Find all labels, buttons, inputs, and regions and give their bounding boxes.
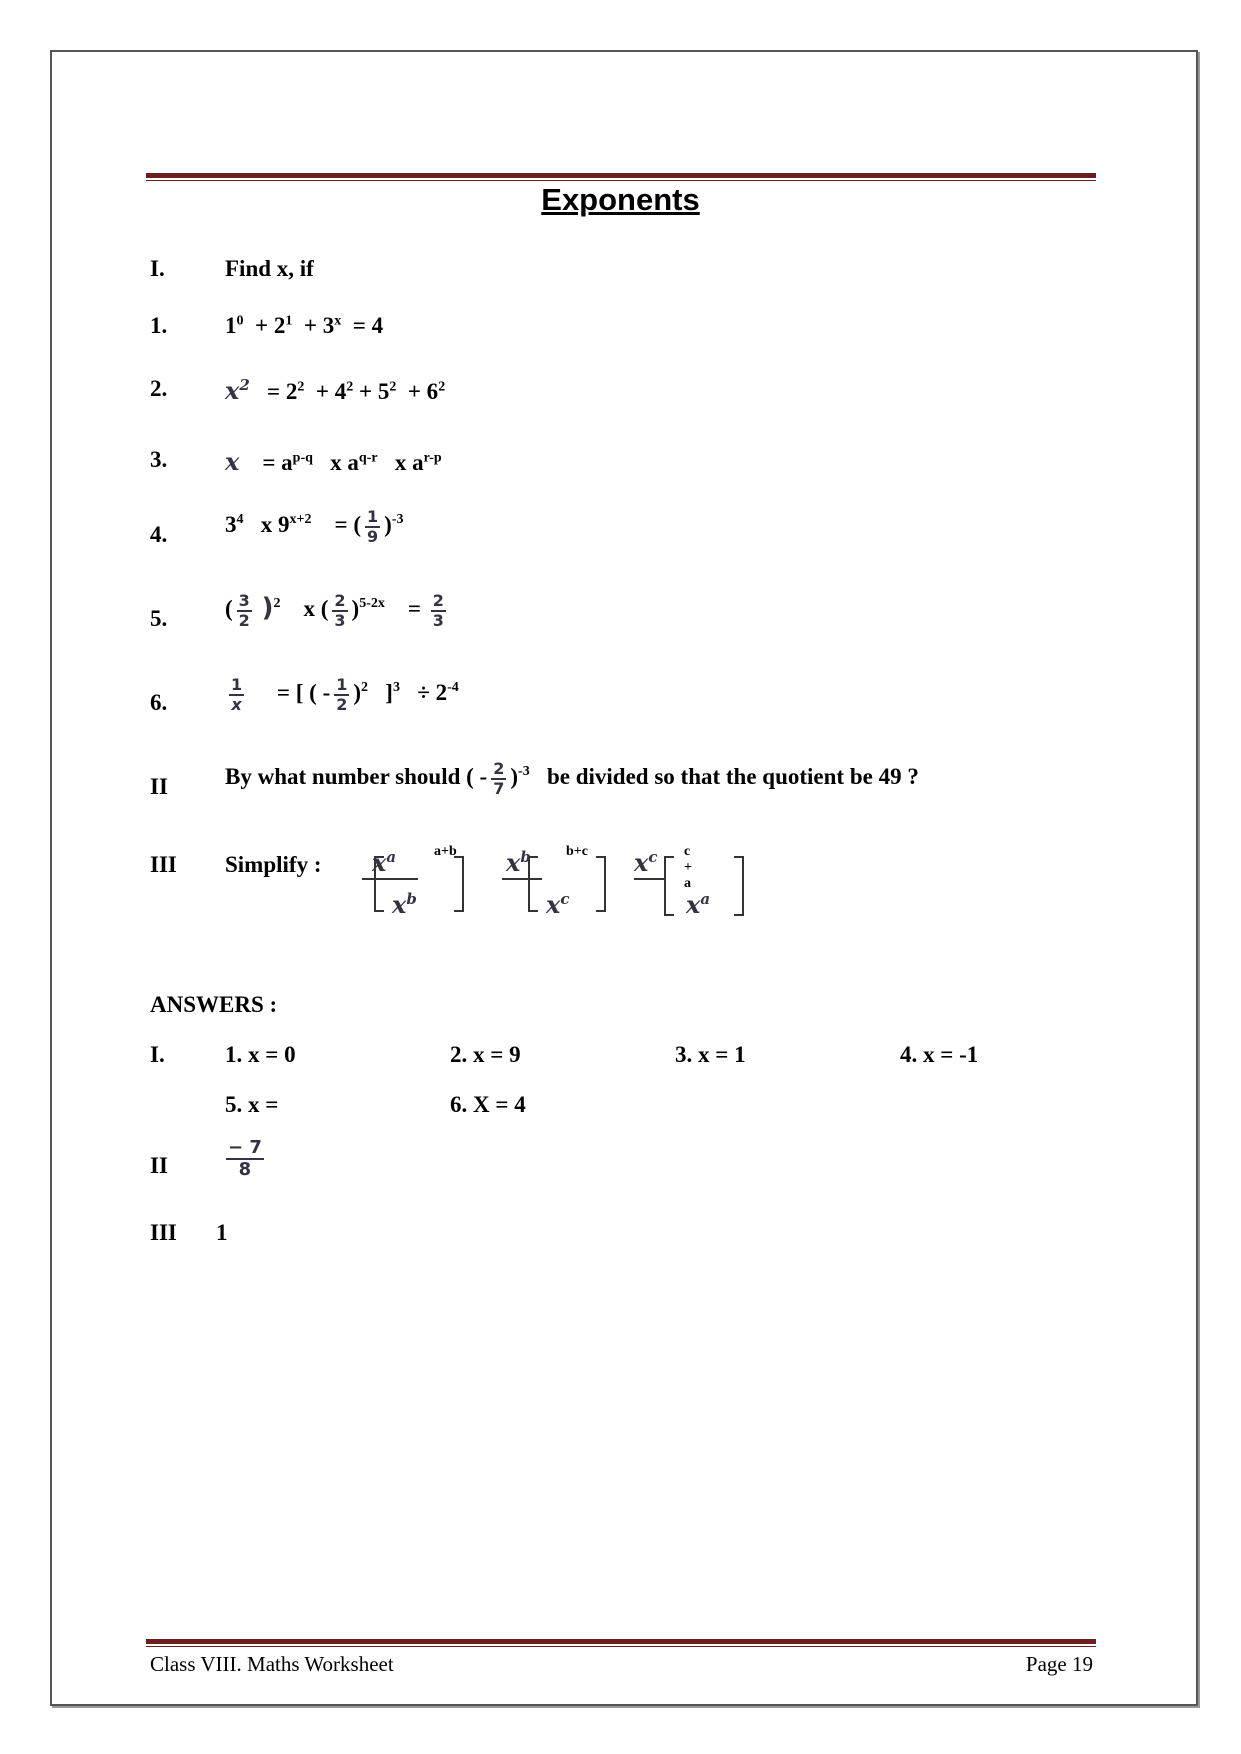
answer-3: 3. x = 1 xyxy=(675,1042,746,1067)
footer-page-number: Page 19 xyxy=(1025,1652,1093,1676)
answers-row2-label: II xyxy=(150,1153,168,1178)
header-rule xyxy=(146,173,1096,181)
footer-left: Class VIII. Maths Worksheet xyxy=(150,1652,394,1676)
answer-5: 5. x = xyxy=(225,1092,279,1117)
answer-2: 2. x = 9 xyxy=(450,1042,521,1067)
footer-rule xyxy=(146,1639,1096,1647)
answer-iii: 1 xyxy=(216,1220,228,1245)
answer-6: 6. X = 4 xyxy=(450,1092,526,1117)
answer-4: 4. x = -1 xyxy=(900,1042,979,1067)
page-border xyxy=(50,50,1198,1706)
page-title: Exponents xyxy=(541,182,700,217)
answers-row1-label: I. xyxy=(150,1042,165,1067)
answer-ii: $\frac{- 7}{8}$ xyxy=(228,1137,262,1180)
answers-heading: ANSWERS : xyxy=(150,992,278,1017)
answers-row3-label: III xyxy=(150,1220,177,1245)
answer-1: 1. x = 0 xyxy=(225,1042,296,1067)
